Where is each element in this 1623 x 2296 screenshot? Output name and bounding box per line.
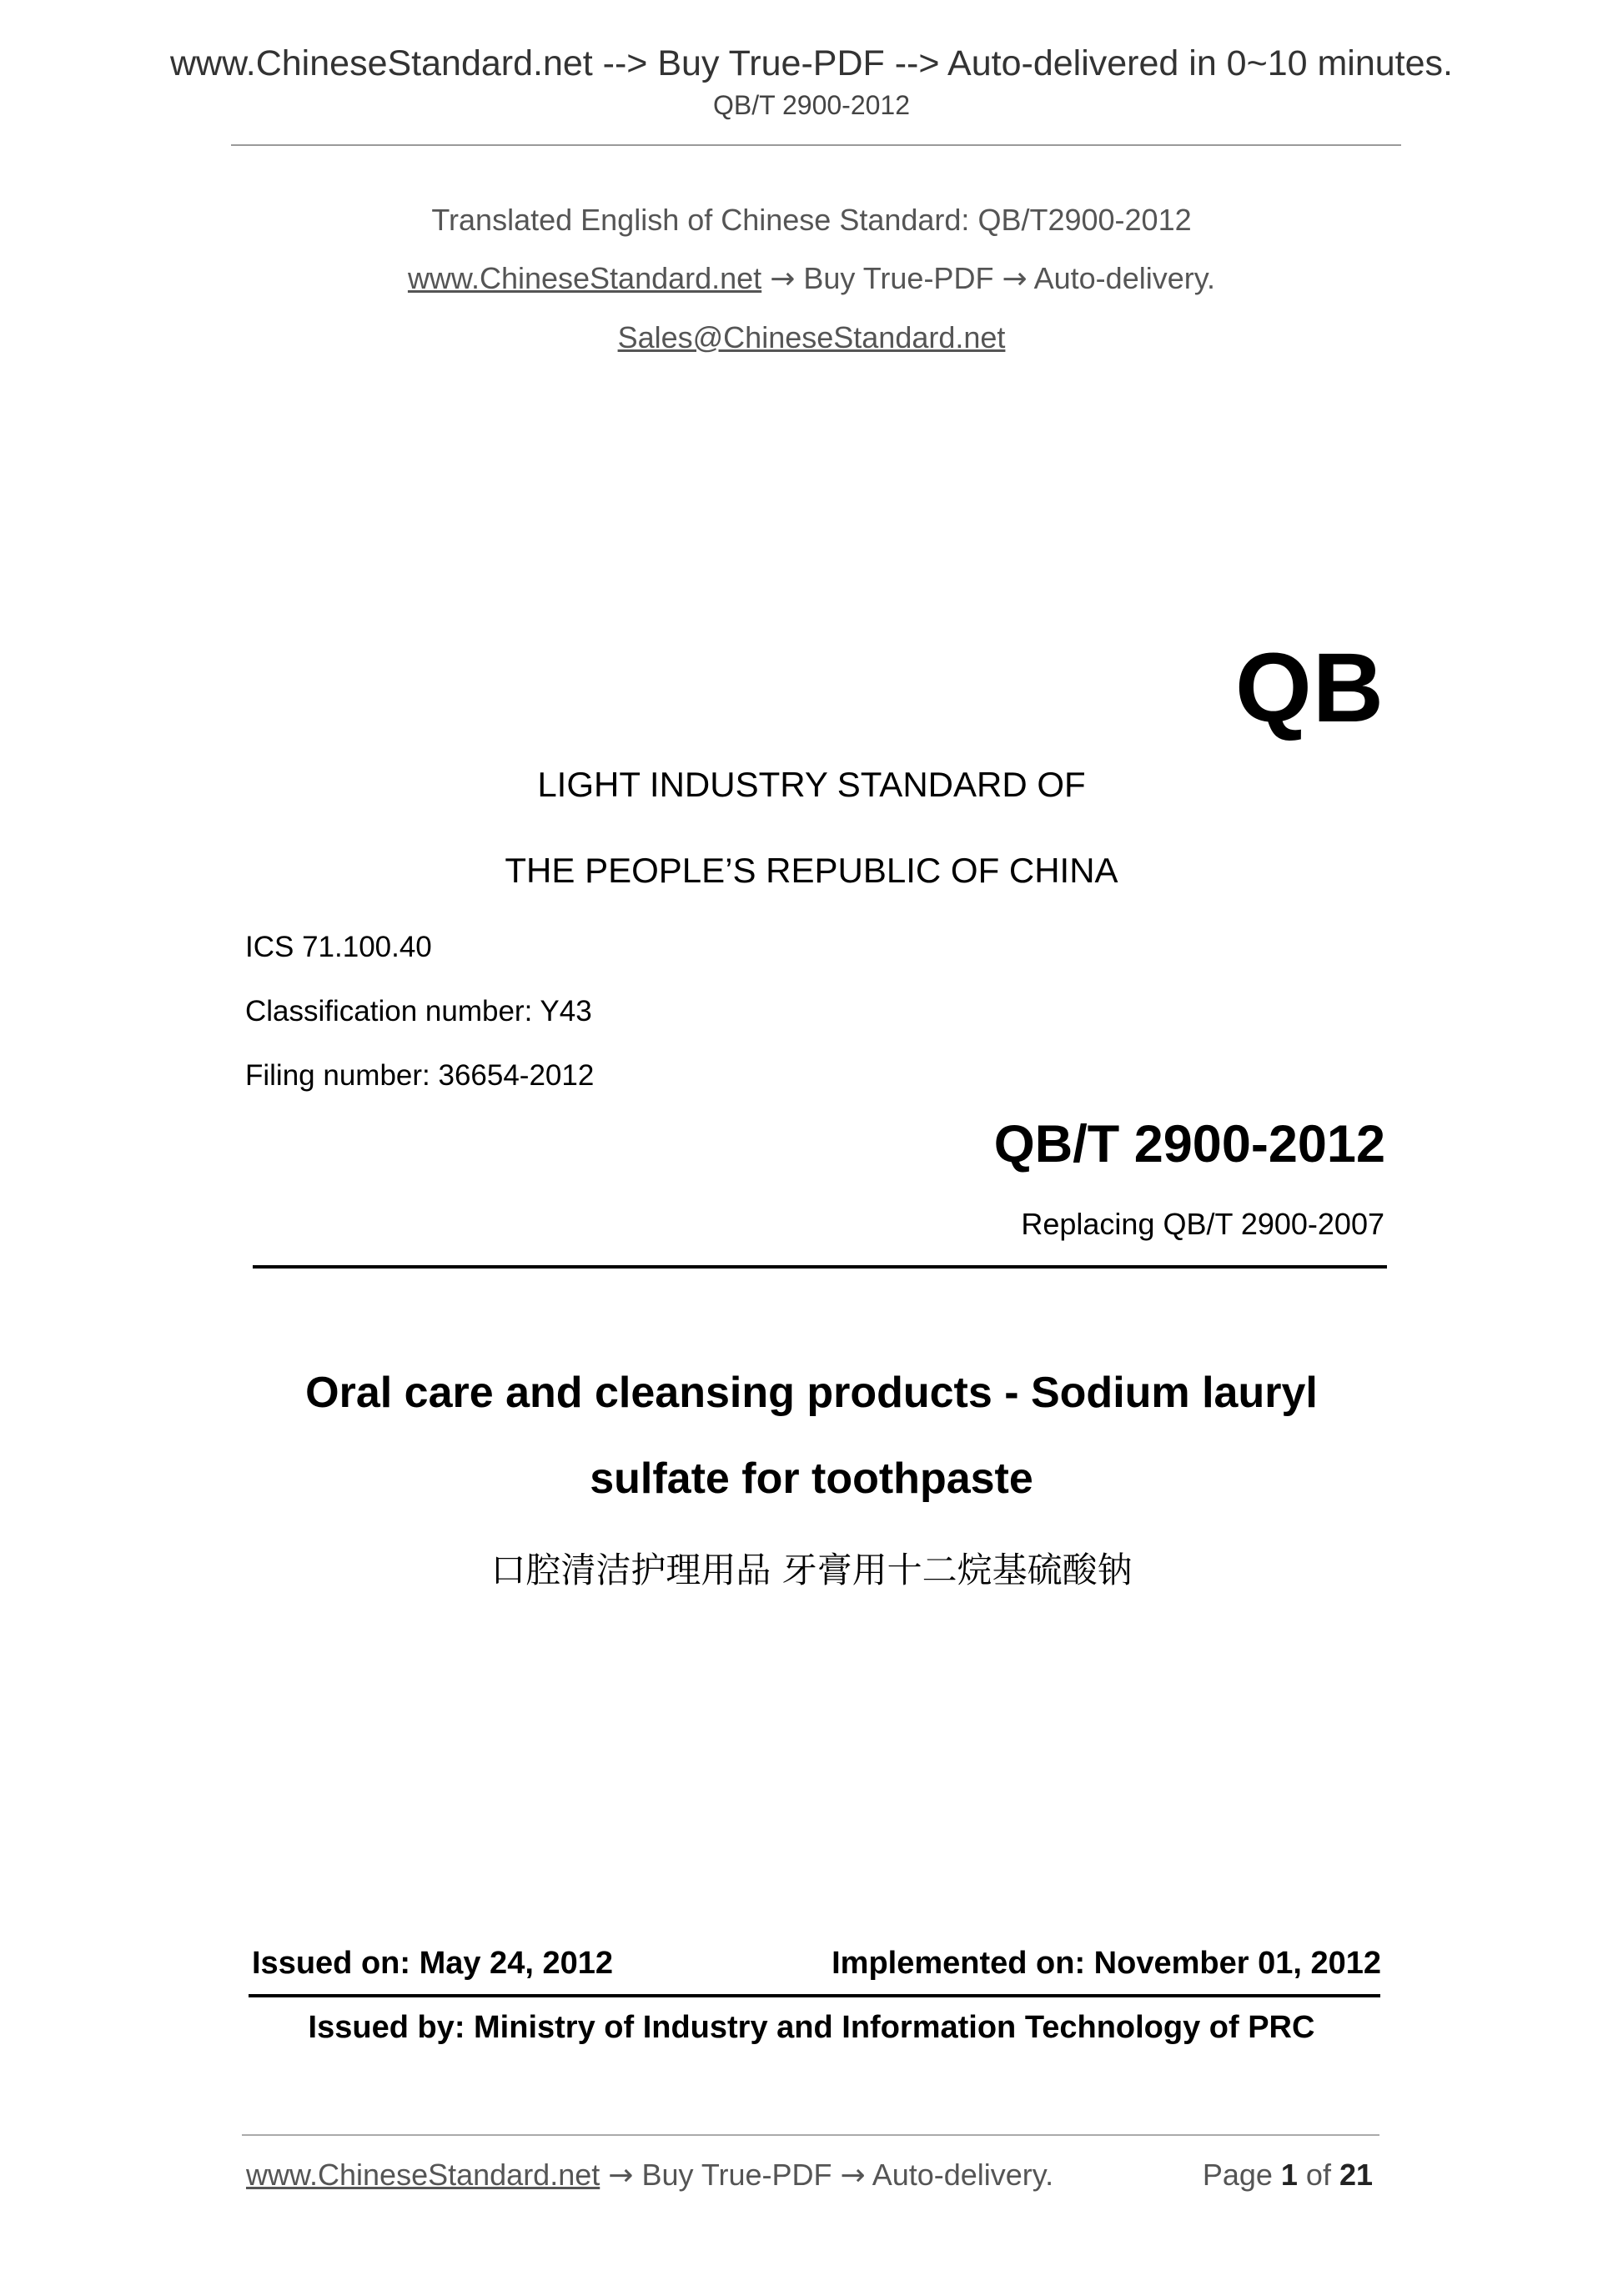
arrow-icon: → (840, 2158, 866, 2193)
sales-email (0, 320, 1623, 355)
qb-mark: QB (1235, 633, 1384, 743)
translation-links (0, 261, 1623, 296)
document-title-line-2: sulfate for toothpaste (590, 1454, 1033, 1503)
translation-title: Translated English of Chinese Standard: QB/T2900-2012 (431, 203, 1192, 237)
arrow-icon: → (608, 2158, 634, 2193)
issued-date: Issued on: May 24, 2012 (252, 1946, 613, 1981)
auto-delivery-text: Auto-delivery. (1027, 261, 1216, 295)
buy-true-pdf-text: Buy True-PDF (795, 261, 1002, 295)
standard-type-line-2: THE PEOPLE’S REPUBLIC OF CHINA (505, 851, 1118, 890)
ics-number: ICS 71.100.40 (245, 931, 432, 963)
implemented-date: Implemented on: November 01, 2012 (832, 1946, 1381, 1981)
footer-divider (242, 2134, 1379, 2136)
footer-site-link[interactable]: www.ChineseStandard.net (246, 2158, 600, 2192)
header-divider (231, 144, 1401, 146)
of-label: of (1297, 2158, 1339, 2192)
footer-delivery-text: Auto-delivery. (865, 2158, 1054, 2192)
title-divider (253, 1265, 1387, 1269)
page-total: 21 (1339, 2158, 1373, 2192)
standard-code: QB/T 2900-2012 (993, 1115, 1385, 1173)
sales-email-link[interactable]: Sales@ChineseStandard.net (617, 320, 1006, 354)
issuing-authority: Issued by: Ministry of Industry and Information Technology of PRC (308, 2010, 1315, 2045)
document-title-line-1: Oral care and cleansing products - Sodium lauryl (305, 1369, 1318, 1417)
filing-number: Filing number: 36654-2012 (245, 1059, 595, 1092)
page-number: 1 (1280, 2158, 1298, 2192)
issue-divider (249, 1994, 1380, 1997)
page-label: Page (1202, 2158, 1281, 2192)
standard-type-line-1: LIGHT INDUSTRY STANDARD OF (537, 765, 1086, 804)
classification-number: Classification number: Y43 (245, 995, 592, 1027)
header-doc-code: QB/T 2900-2012 (712, 90, 910, 120)
replacing-note: Replacing QB/T 2900-2007 (1021, 1207, 1384, 1241)
arrow-icon: → (1002, 262, 1028, 296)
arrow-icon: → (770, 262, 796, 296)
site-link[interactable]: www.ChineseStandard.net (407, 261, 762, 295)
footer-links (246, 2158, 1053, 2193)
header-banner: www.ChineseStandard.net --> Buy True-PDF --> Auto-delivered in 0~10 minutes. (169, 43, 1453, 83)
document-title-chinese: 口腔清洁护理用品 牙膏用十二烷基硫酸钠 (490, 1550, 1133, 1590)
page-indicator (1203, 2158, 1373, 2193)
footer-buy-text: Buy True-PDF (633, 2158, 841, 2192)
